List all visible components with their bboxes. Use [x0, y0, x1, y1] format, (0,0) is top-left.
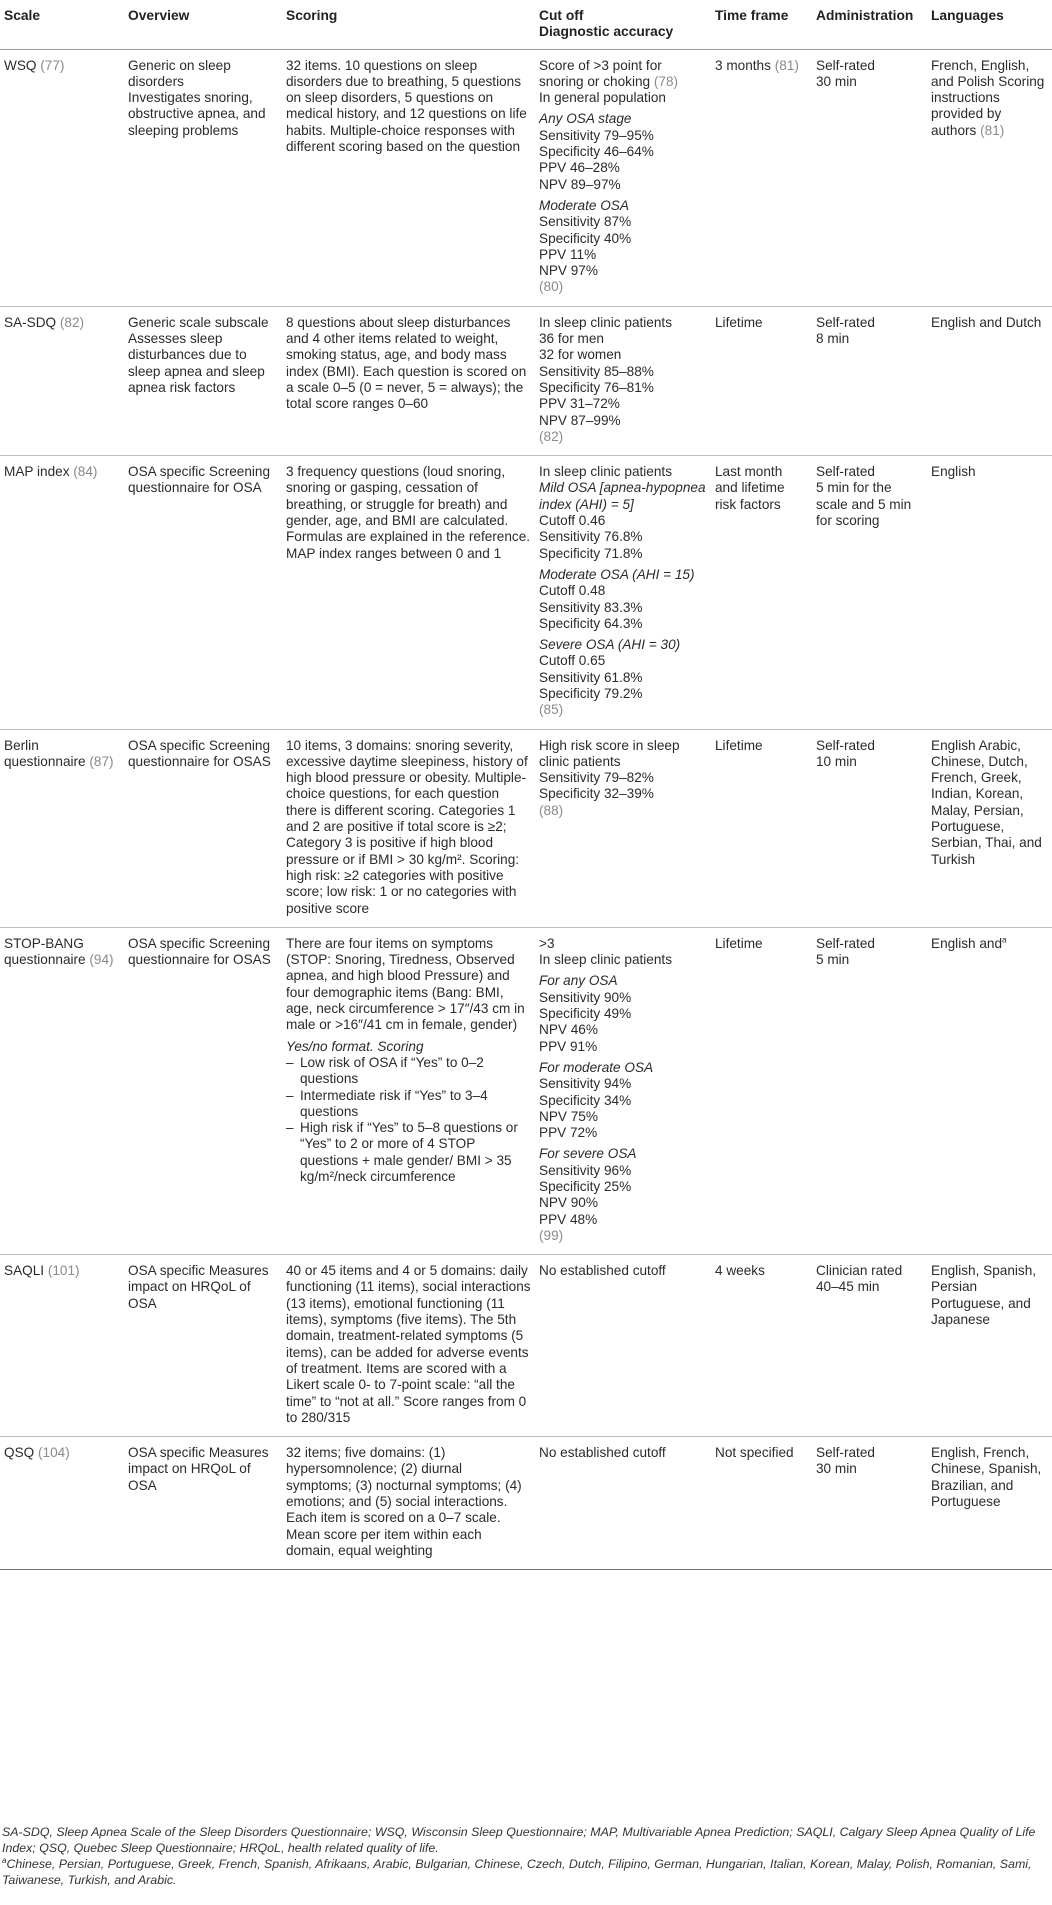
- administration-cell: Self-rated 30 min: [812, 49, 927, 306]
- languages-footnote: $^a$Chinese, Persian, Portuguese, Greek, French, Spanish, Afrikaans, Arabic, Bulgarian, Chinese, Czech, Dutch, Filipino, German, Hungarian, Italian, Korean, Malay, Polish, Romanian, Sami, Taiwanese, Turkish, and Arabic.: [2, 1855, 1032, 1887]
- table-row: [0, 49, 1052, 306]
- administration-cell: Clinician rated 40–45 min: [812, 1255, 927, 1437]
- languages-cell: English: [927, 456, 1052, 729]
- header-administration: Administration: [812, 0, 927, 49]
- table-row: [0, 927, 1052, 1254]
- time-frame-cell: Last month and lifetime risk factors: [711, 456, 812, 729]
- administration-cell: Self-rated 10 min: [812, 729, 927, 927]
- overview-cell: OSA specific Measures impact on HRQoL of OSA: [124, 1437, 282, 1570]
- scoring-cell: 32 items; five domains: (1) hypersomnolence; (2) diurnal symptoms; (3) nocturnal symptoms; (4) emotions; and (5) social interactions. Each item is scored on a 0–7 scale. Mean score per item within each domain, equal weighting: [282, 1437, 535, 1570]
- table-row: [0, 1255, 1052, 1437]
- administration-cell: Self-rated 5 min for the scale and 5 min for scoring: [812, 456, 927, 729]
- cutoff-cell: In sleep clinic patients Mild OSA [apnea-hypopnea index (AHI) = 5] Cutoff 0.46 Sensitivity 76.8% Specificity 71.8% Moderate OSA (AHI = 15) Cutoff 0.48 Sensitivity 83.3% Specificity 64.3% Severe OSA (AHI = 30) Cutoff 0.65 Sensitivity 61.8% Specificity 79.2% (85): [535, 456, 711, 729]
- scale-cell: STOP-BANG questionnaire (94): [0, 927, 124, 1254]
- cutoff-cell: Score of >3 point for snoring or choking (78) In general population Any OSA stage Sensitivity 79–95% Specificity 46–64% PPV 46–28% NPV 89–97% Moderate OSA Sensitivity 87% Specificity 40% PPV 11% NPV 97% (80): [535, 49, 711, 306]
- languages-cell: English, French, Chinese, Spanish, Brazilian, and Portuguese: [927, 1437, 1052, 1570]
- languages-cell: French, English, and Polish Scoring instructions provided by authors (81): [927, 49, 1052, 306]
- overview-cell: Generic on sleep disorders Investigates snoring, obstructive apnea, and sleeping problems: [124, 49, 282, 306]
- table-row: [0, 306, 1052, 455]
- overview-cell: Generic scale subscale Assesses sleep disturbances due to sleep apnea and sleep apnea risk factors: [124, 306, 282, 455]
- header-scoring: Scoring: [282, 0, 535, 49]
- time-frame-cell: 3 months (81): [711, 49, 812, 306]
- scoring-cell: 3 frequency questions (loud snoring, snoring or gasping, cessation of breathing, or struggle for breath) and gender, age, and BMI are calculated. Formulas are explained in the reference. MAP index ranges between 0 and 1: [282, 456, 535, 729]
- scale-cell: Berlin questionnaire (87): [0, 729, 124, 927]
- languages-cell: English and$^a$: [927, 927, 1052, 1254]
- administration-cell: Self-rated 30 min: [812, 1437, 927, 1570]
- overview-cell: OSA specific Screening questionnaire for OSAS: [124, 729, 282, 927]
- languages-cell: English, Spanish, Persian Portuguese, and Japanese: [927, 1255, 1052, 1437]
- header-cutoff: Cut off Diagnostic accuracy: [535, 0, 711, 49]
- overview-cell: OSA specific Measures impact on HRQoL of OSA: [124, 1255, 282, 1437]
- scale-cell: SA-SDQ (82): [0, 306, 124, 455]
- scoring-cell: 8 questions about sleep disturbances and 4 other items related to weight, smoking status, age, and body mass index (BMI). Each question is scored on a scale 0–5 (0 = never, 5 = always); the total score ranges 0–60: [282, 306, 535, 455]
- scoring-cell: 40 or 45 items and 4 or 5 domains: daily functioning (11 items), social interactions (13 items), emotional functioning (11 items), symptoms (five items). The 5th domain, treatment-related symptoms (5 items), can be added for adverse events of treatment. Items are scored with a Likert scale 0- to 7-point scale: “all the time” to “not at all.” Score ranges from 0 to 280/315: [282, 1255, 535, 1437]
- header-overview: Overview: [124, 0, 282, 49]
- scoring-cell: There are four items on symptoms (STOP: Snoring, Tiredness, Observed apnea, and high blood Pressure) and four demographic items (Bang: BMI, age, neck circumference > 17″/43 cm in male or >16″/41 cm in female, gender) Yes/no format. Scoring – Low risk of OSA if “Yes” to 0–2 questions – Intermediate risk if “Yes” to 3–4 questions – High risk if “Yes” to 5–8 questions or “Yes” to 2 or more of 4 STOP questions + male gender/ BMI > 35 kg/m²/neck circumference: [282, 927, 535, 1254]
- footnote-marker: a: [1002, 935, 1007, 945]
- scale-cell: MAP index (84): [0, 456, 124, 729]
- time-frame-cell: Lifetime: [711, 306, 812, 455]
- cutoff-cell: High risk score in sleep clinic patients Sensitivity 79–82% Specificity 32–39% (88): [535, 729, 711, 927]
- scoring-cell: 10 items, 3 domains: snoring severity, excessive daytime sleepiness, history of high blood pressure or obesity. Multiple-choice questions, for each question there is different scoring. Categories 1 and 2 are positive if total score is ≥2; Category 3 is positive if high blood pressure or if BMI > 30 kg/m². Scoring: high risk: ≥2 categories with positive score; low risk: 1 or no categories with positive score: [282, 729, 535, 927]
- cutoff-cell: No established cutoff: [535, 1437, 711, 1570]
- table-footnotes: [0, 1824, 1052, 1888]
- scoring-list-item: – High risk if “Yes” to 5–8 questions or “Yes” to 2 or more of 4 STOP questions + male gender/ BMI > 35 kg/m²/neck circumference: [286, 1120, 518, 1184]
- scoring-cell: 32 items. 10 questions on sleep disorders due to breathing, 5 questions on sleep disorders, 5 questions on medical history, and 12 questions on life habits. Multiple-choice responses with different scoring based on the question: [282, 49, 535, 306]
- cutoff-cell: >3 In sleep clinic patients For any OSA Sensitivity 90% Specificity 49% NPV 46% PPV 91% For moderate OSA Sensitivity 94% Specificity 34% NPV 75% PPV 72% For severe OSA Sensitivity 96% Specificity 25% NPV 90% PPV 48% (99): [535, 927, 711, 1254]
- administration-cell: Self-rated 5 min: [812, 927, 927, 1254]
- header-languages: Languages: [927, 0, 1052, 49]
- header-scale: Scale: [0, 0, 124, 49]
- administration-cell: Self-rated 8 min: [812, 306, 927, 455]
- cutoff-cell: No established cutoff: [535, 1255, 711, 1437]
- abbreviations-note: SA-SDQ, Sleep Apnea Scale of the Sleep Disorders Questionnaire; WSQ, Wisconsin Sleep Questionnaire; MAP, Multivariable Apnea Prediction; SAQLI, Calgary Sleep Apnea Quality of Life Index; QSQ, Quebec Sleep Questionnaire; HRQoL, health related quality of life.: [2, 1825, 1036, 1855]
- languages-cell: English Arabic, Chinese, Dutch, French, Greek, Indian, Korean, Malay, Persian, Portuguese, Serbian, Thai, and Turkish: [927, 729, 1052, 927]
- scale-cell: SAQLI (101): [0, 1255, 124, 1437]
- scale-cell: QSQ (104): [0, 1437, 124, 1570]
- overview-cell: OSA specific Screening questionnaire for OSAS: [124, 927, 282, 1254]
- time-frame-cell: Not specified: [711, 1437, 812, 1570]
- time-frame-cell: Lifetime: [711, 927, 812, 1254]
- table-row: [0, 1437, 1052, 1570]
- scale-cell: WSQ (77): [0, 49, 124, 306]
- time-frame-cell: 4 weeks: [711, 1255, 812, 1437]
- scoring-list-item: – Intermediate risk if “Yes” to 3–4 questions: [286, 1087, 488, 1119]
- header-time-frame: Time frame: [711, 0, 812, 49]
- languages-cell: English and Dutch: [927, 306, 1052, 455]
- cutoff-cell: In sleep clinic patients 36 for men 32 for women Sensitivity 85–88% Specificity 76–81% PPV 31–72% NPV 87–99% (82): [535, 306, 711, 455]
- table-row: [0, 456, 1052, 729]
- scoring-list-item: – Low risk of OSA if “Yes” to 0–2 questions: [286, 1054, 484, 1087]
- table-row: [0, 729, 1052, 927]
- table-header-row: [0, 0, 1052, 49]
- overview-cell: OSA specific Screening questionnaire for OSA: [124, 456, 282, 729]
- time-frame-cell: Lifetime: [711, 729, 812, 927]
